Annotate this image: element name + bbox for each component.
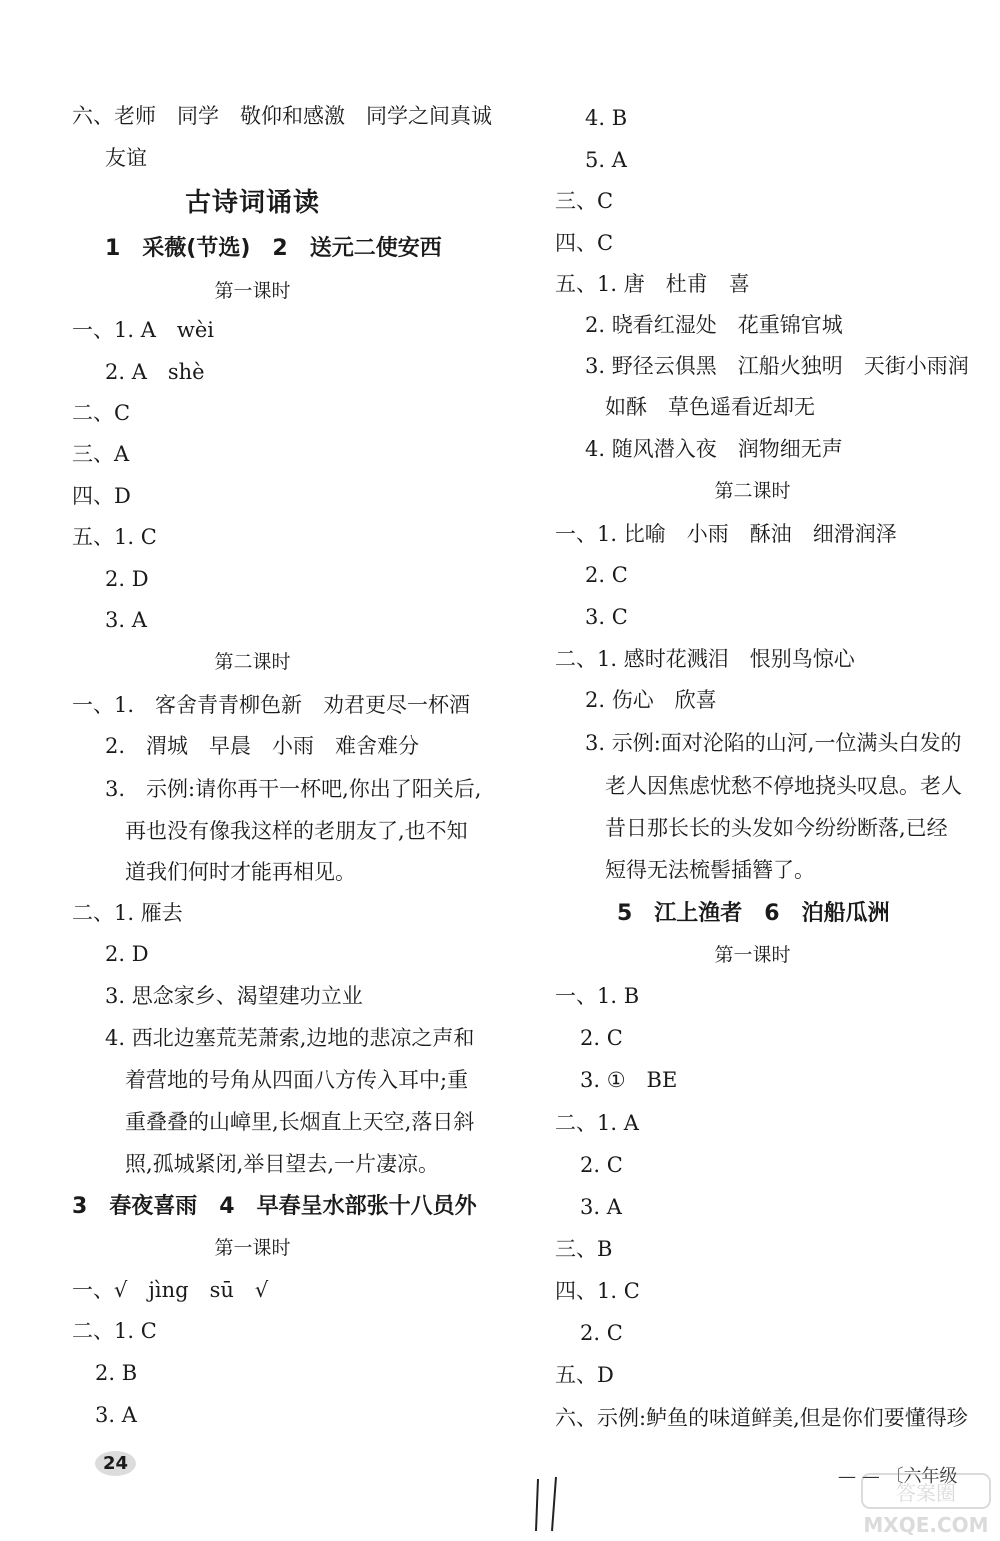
answer-line: 友谊 [105,146,147,170]
answer-line: 3. A [95,1403,137,1427]
lesson-heading: 3 春夜喜雨 4 早春呈水部张十八员外 [72,1194,477,1219]
answer-line: 4. 随风潜入夜 润物细无声 [585,437,843,461]
svg-text:答案圈: 答案圈 [896,1481,956,1505]
answer-line: 2. D [105,567,149,591]
answer-line: 3. A [105,608,147,632]
answer-line: 二、1. C [72,1319,157,1343]
answer-line: 照,孤城紧闭,举目望去,一片凄凉。 [125,1152,440,1176]
answer-line: 一、1. B [555,984,640,1008]
answer-line: 五、D [555,1363,614,1387]
answer-line: 2. C [585,563,628,587]
answer-line: 三、A [72,442,130,466]
answer-line: 再也没有像我这样的老朋友了,也不知 [125,819,468,843]
answer-line: 2. 伤心 欣喜 [585,688,717,712]
page-number: 24 [95,1451,136,1476]
answer-line: 2. 渭城 早晨 小雨 难舍难分 [105,734,420,758]
answer-line: 3. 野径云俱黑 江船火独明 天街小雨润 [585,354,969,378]
answer-line: 3. 示例:请你再干一杯吧,你出了阳关后, [105,777,482,801]
lesson-period-heading: 第一课时 [214,280,291,302]
footer-grade-label: — — 〔六年级 [838,1466,958,1487]
answer-line: 2. B [95,1361,138,1385]
answer-line: 三、B [555,1237,613,1261]
answer-line: 一、1. 比喻 小雨 酥油 细滑润泽 [555,522,897,546]
answer-line: 二、C [72,401,131,425]
lesson-period-heading: 第一课时 [214,1237,291,1259]
answer-line: 道我们何时才能再相见。 [125,860,356,884]
answer-line: 着营地的号角从四面八方传入耳中;重 [125,1068,469,1092]
svg-text:MXQE.COM: MXQE.COM [863,1513,989,1537]
answer-line: 2. C [580,1153,623,1177]
answer-line: 二、1. 雁去 [72,901,183,925]
section-title: 古诗词诵读 [184,188,320,218]
answer-line: 六、示例:鲈鱼的味道鲜美,但是你们要懂得珍 [555,1406,968,1430]
answer-line: 重叠叠的山嶂里,长烟直上天空,落日斜 [125,1110,475,1134]
answer-line: 2. D [105,942,149,966]
handwriting-mark [530,1475,570,1535]
lesson-period-heading: 第一课时 [714,944,791,966]
answer-line: 4. 西北边塞荒芜萧索,边地的悲凉之声和 [105,1026,475,1050]
answer-line: 一、1. A wèi [72,318,214,342]
answer-line: 2. 晓看红湿处 花重锦官城 [585,313,843,337]
answer-line: 四、1. C [555,1279,640,1303]
answer-line: 二、1. 感时花溅泪 恨别鸟惊心 [555,647,855,671]
answer-line: 昔日那长长的头发如今纷纷断落,已经 [605,816,948,840]
grade-text: 六年级 [903,1466,958,1487]
answer-line: 一、√ jìng sū √ [72,1278,269,1302]
answer-line: 三、C [555,189,614,213]
answer-line: 3. 示例:面对沦陷的山河,一位满头白发的 [585,731,962,755]
answer-line: 4. B [585,106,628,130]
lesson-heading: 5 江上渔者 6 泊船瓜洲 [617,901,890,926]
answer-line: 五、1. C [72,525,157,549]
lesson-period-heading: 第二课时 [214,651,291,673]
answer-line: 3. 思念家乡、渴望建功立业 [105,984,363,1008]
answer-line: 老人因焦虑忧愁不停地挠头叹息。老人 [605,774,962,798]
answer-line: 2. A shè [105,360,205,384]
answer-line: 四、C [555,231,614,255]
answer-line: 3. A [580,1195,622,1219]
lesson-period-heading: 第二课时 [714,480,791,502]
watermark-logo [860,1470,995,1540]
answer-line: 3. ① BE [580,1068,678,1092]
answer-line: 六、老师 同学 敬仰和感激 同学之间真诚 [72,104,492,128]
answer-line: 3. C [585,605,628,629]
answer-line: 5. A [585,148,627,172]
answer-line: 2. C [580,1026,623,1050]
answer-line: 四、D [72,484,131,508]
answer-line: 短得无法梳髻插簪了。 [605,858,815,882]
answer-line: 五、1. 唐 杜甫 喜 [555,272,750,296]
answer-line: 2. C [580,1321,623,1345]
answer-line: 如酥 草色遥看近却无 [605,395,815,419]
answer-line: 二、1. A [555,1111,639,1135]
lesson-heading: 1 采薇(节选) 2 送元二使安西 [105,236,442,261]
answer-line: 一、1. 客舍青青柳色新 劝君更尽一杯酒 [72,693,471,717]
